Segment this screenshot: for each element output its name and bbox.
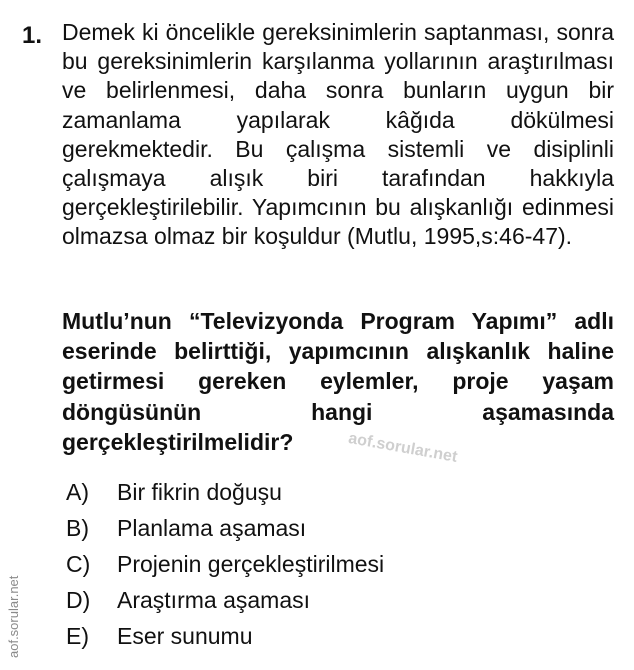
passage-text: Demek ki öncelikle gereksinimlerin saptanması, sonra bu gereksinimlerin karşılanma yollarının araştırılması ve belirlenmesi, daha sonra bunların uygun bir zamanlama yapılarak kâğıda dökülmesi gerekmektedir. Bu çalışma sistemli ve disiplinli çalışmaya alışık biri tarafından hakkıyla gerçekleştirilebilir. Yapımcının bu alışkanlığı edinmesi olmazsa olmaz bir koşuldur (Mutlu, 1995,s:46-47). <box>62 19 614 250</box>
option-letter: E) <box>66 623 89 649</box>
option-letter: D) <box>66 587 91 613</box>
watermark-center: aof.sorular.net <box>347 430 459 466</box>
option-letter: C) <box>66 551 91 577</box>
option-text: Eser sunumu <box>117 623 253 649</box>
option-a[interactable] <box>66 474 586 510</box>
option-letter: B) <box>66 515 89 541</box>
option-text: Planlama aşaması <box>117 515 307 541</box>
question-stem: Mutlu’nun “Televizyonda Program Yapımı” adlı eserinde belirttiği, yapımcının alışkanlık haline getirmesi gereken eylemler, proje yaşam döngüsünün hangi aşamasında gerçekleştirilmelidir? <box>62 308 614 455</box>
option-letter: A) <box>66 479 89 505</box>
option-text: Araştırma aşaması <box>117 587 310 613</box>
option-text: Bir fikrin doğuşu <box>117 479 282 505</box>
watermark-side: aof.sorular.net <box>6 575 21 658</box>
option-text: Projenin gerçekleştirilmesi <box>117 551 385 577</box>
option-d[interactable] <box>66 582 586 618</box>
option-c[interactable] <box>66 546 586 582</box>
question-number: 1. <box>22 22 43 49</box>
answer-options <box>66 474 586 654</box>
option-b[interactable] <box>66 510 586 546</box>
option-e[interactable] <box>66 618 586 654</box>
